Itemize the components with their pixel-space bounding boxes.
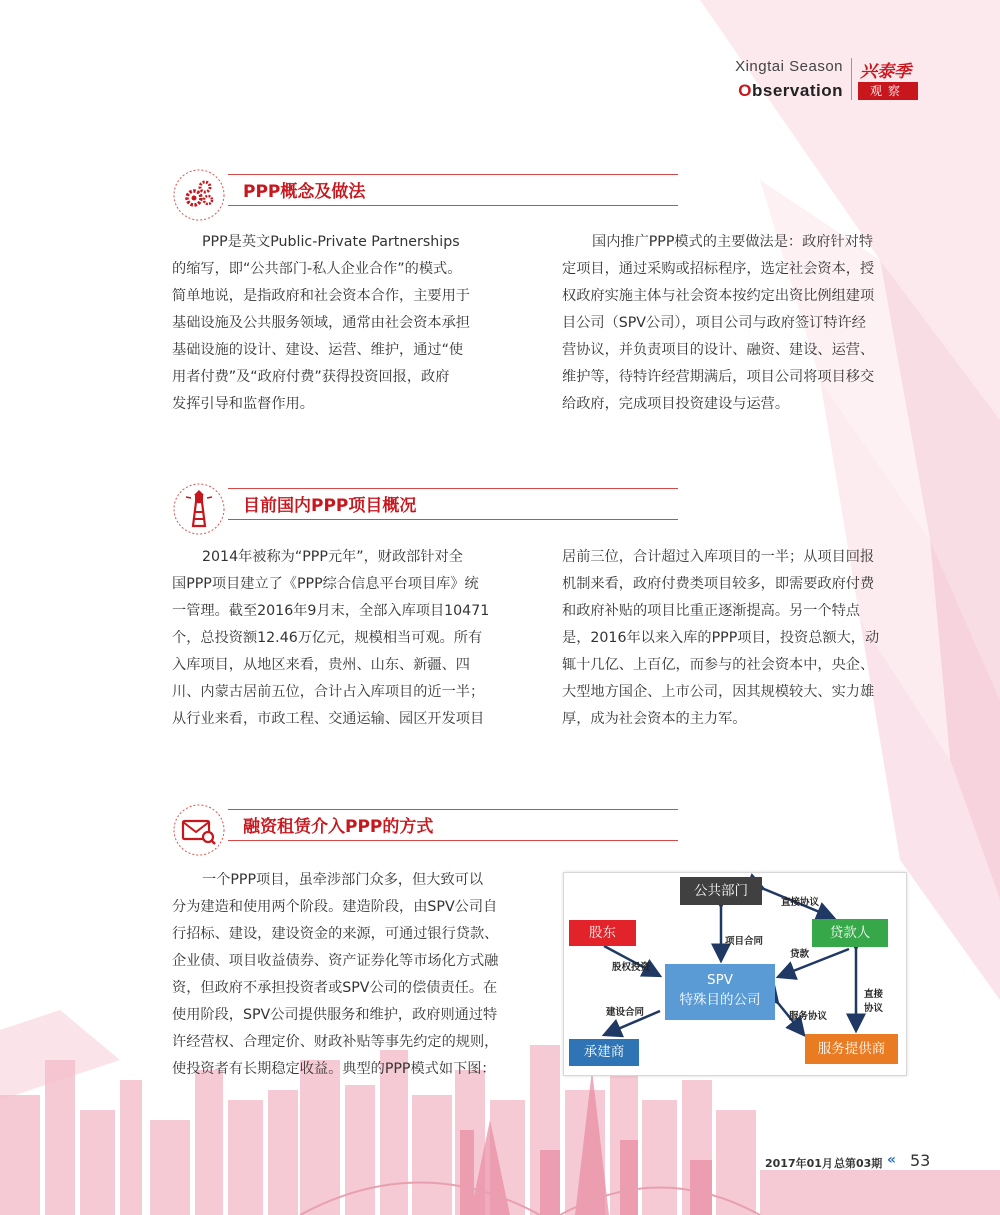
text-line: 基础设施的设计、建设、运营、维护，通过“使 [172, 342, 464, 358]
section-title: 融资租赁介入PPP的方式 [243, 817, 434, 837]
text-line: 国内推广PPP模式的主要做法是：政府针对特 [592, 234, 874, 250]
text-line: 分为建造和使用两个阶段。建造阶段，由SPV公司自 [172, 899, 498, 915]
text-line: 营协议，并负责项目的设计、融资、建设、运营、 [562, 342, 875, 358]
text-line: 入库项目，从地区来看，贵州、山东、新疆、四 [172, 657, 470, 673]
paragraph-ppp-definition [172, 229, 515, 418]
text-line: 一个PPP项目，虽牵涉部门众多，但大致可以 [202, 872, 484, 888]
header-column-badge: 观察 [858, 82, 918, 100]
edge-label-project-contract: 项目合同 [725, 936, 764, 947]
header-english-column [700, 81, 843, 101]
footer-date: 2017年01月 [765, 1157, 833, 1170]
node-spv-line1: SPV [707, 972, 733, 988]
text-line: 厚，成为社会资本的主力军。 [562, 711, 747, 727]
text-line: 资，但政府不承担投资者或SPV公司的偿债责任。在 [172, 980, 498, 996]
lighthouse-icon [172, 482, 226, 536]
text-line: 川、内蒙古居前五位，合计占入库项目的近一半； [172, 684, 485, 700]
section-rule-bottom [228, 840, 678, 841]
text-line: 目公司（SPV公司），项目公司与政府签订特许经 [562, 315, 866, 331]
text-line: 权政府实施主体与社会资本按约定出资比例组建项 [562, 288, 875, 304]
edge-label-direct-agreement: 直接协议 [781, 897, 820, 908]
node-shareholder: 股东 [569, 920, 636, 946]
paragraph-leasing [172, 867, 520, 1083]
text-line: PPP是英文Public-Private Partnerships [202, 234, 460, 250]
section-header-domestic-overview [172, 482, 682, 536]
text-line: 居前三位，合计超过入库项目的一半；从项目回报 [562, 549, 875, 565]
text-line: 使用阶段，SPV公司提供服务和维护，政府则通过特 [172, 1007, 498, 1023]
node-spv-line2: 特殊目的公司 [679, 992, 761, 1008]
text-line: 企业债、项目收益债券、资产证券化等市场化方式融 [172, 953, 499, 969]
edge-label-construction: 建设合同 [606, 1007, 645, 1018]
text-line: 个，总投资额12.46万亿元，规模相当可观。所有 [172, 630, 483, 646]
text-line: 是，2016年以来入库的PPP项目，投资总额大，动 [562, 630, 880, 646]
header-english-column-rest: bservation [752, 81, 843, 100]
edge-label-loan: 贷款 [790, 949, 810, 960]
node-lender: 贷款人 [812, 919, 888, 947]
text-line: 大型地方国企、上市公司，因其规模较大、实力雄 [562, 684, 875, 700]
envelope-search-icon [172, 803, 226, 857]
page-number: 53 [910, 1151, 931, 1170]
text-line: 国PPP项目建立了《PPP综合信息平台项目库》统 [172, 576, 479, 592]
paragraph-overview-left [172, 544, 515, 733]
node-spv [665, 964, 775, 1020]
text-line: 一管理。截至2016年9月末，全部入库项目10471 [172, 603, 490, 619]
text-line: 使投资者有长期稳定收益。典型的PPP模式如下图： [172, 1061, 496, 1077]
edge-label-service: 服务协议 [789, 1011, 828, 1022]
section-rule-bottom [228, 205, 678, 206]
node-public-sector: 公共部门 [680, 877, 762, 905]
text-line: 维护等，待特许经营期满后，项目公司将项目移交 [562, 369, 875, 385]
footer-issue: 总第03期 [834, 1157, 883, 1170]
section-rule-top [228, 809, 678, 810]
paragraph-ppp-practice [562, 229, 907, 418]
text-line: 从行业来看，市政工程、交通运输、园区开发项目 [172, 711, 485, 727]
node-contractor: 承建商 [569, 1039, 639, 1066]
text-line: 机制来看，政府付费类项目较多，即需要政府付费 [562, 576, 875, 592]
text-line: 的缩写，即“公共部门-私人企业合作”的模式。 [172, 261, 462, 277]
ppp-structure-diagram [563, 872, 907, 1076]
gears-icon [172, 168, 226, 222]
edge-label-direct-b: 协议 [864, 1003, 884, 1014]
header-english-title: Xingtai Season [735, 58, 843, 75]
text-line: 辄十几亿、上百亿，而参与的社会资本中，央企、 [562, 657, 875, 673]
footer-arrows-icon: « [887, 1152, 897, 1168]
text-line: 定项目，通过采购或招标程序，选定社会资本，授 [562, 261, 875, 277]
section-title: 目前国内PPP项目概况 [243, 496, 417, 516]
text-line: 许经营权、合理定价、财政补贴等事先约定的规则， [172, 1034, 499, 1050]
text-line: 基础设施及公共服务领域，通常由社会资本承担 [172, 315, 470, 331]
edge-label-direct-a: 直接 [864, 989, 884, 1000]
section-rule-top [228, 174, 678, 175]
header-brand-logo: 兴泰季 [860, 62, 911, 82]
header-letter-o: O [738, 81, 753, 100]
text-line: 行招标、建设，建设资金的来源，可通过银行贷款、 [172, 926, 499, 942]
edge-label-equity: 股权投资 [612, 962, 651, 973]
section-rule-top [228, 488, 678, 489]
node-service-provider: 服务提供商 [805, 1034, 898, 1064]
text-line: 给政府，完成项目投资建设与运营。 [562, 396, 790, 412]
text-line: 用者付费”及“政府付费”获得投资回报，政府 [172, 369, 450, 385]
paragraph-overview-right [562, 544, 907, 733]
section-title: PPP概念及做法 [243, 182, 366, 202]
section-rule-bottom [228, 519, 678, 520]
text-line: 和政府补贴的项目比重正逐渐提高。另一个特点 [562, 603, 860, 619]
section-header-leasing-ppp [172, 803, 682, 857]
text-line: 发挥引导和监督作用。 [172, 396, 314, 412]
header-divider [851, 58, 852, 100]
text-line: 简单地说，是指政府和社会资本合作，主要用于 [172, 288, 470, 304]
text-line: 2014年被称为“PPP元年”，财政部针对全 [202, 549, 463, 565]
section-header-ppp-concept [172, 168, 682, 222]
